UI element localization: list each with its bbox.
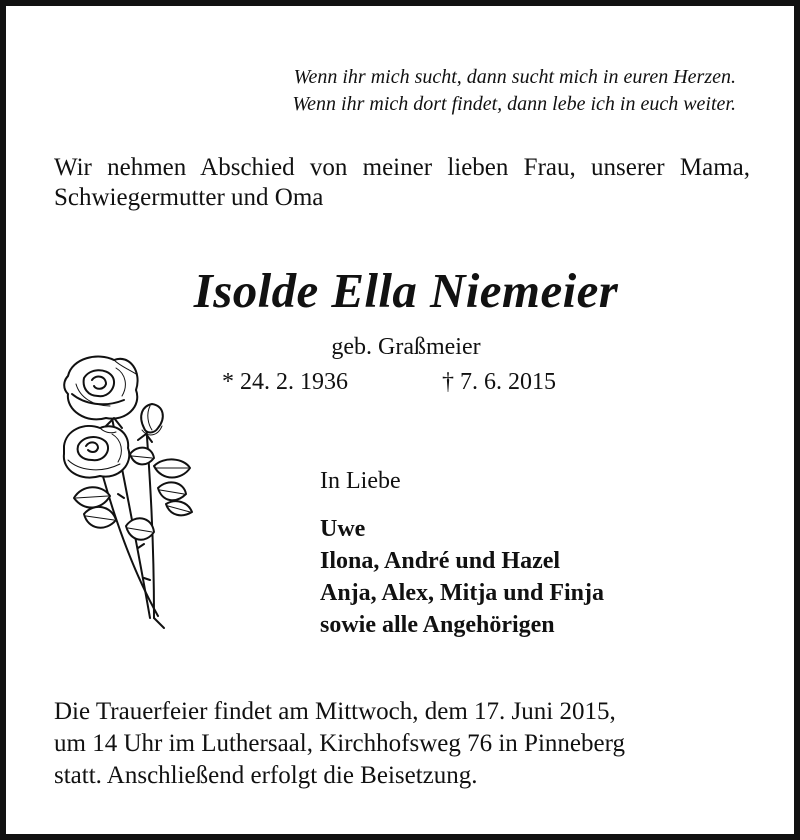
service-line: um 14 Uhr im Luthersaal, Kirchhofsweg 76 in Pinneberg <box>54 730 625 757</box>
funeral-service-info <box>54 696 625 792</box>
memorial-poem <box>292 64 736 118</box>
rose-icon <box>54 348 204 633</box>
mourners-list <box>320 513 604 641</box>
deceased-name: Isolde Ella Niemeier <box>193 263 619 318</box>
mourner-line: sowie alle Angehörigen <box>320 612 555 638</box>
birth-date: * 24. 2. 1936 <box>222 369 348 395</box>
poem-line: Wenn ihr mich sucht, dann sucht mich in euren Herzen. <box>293 66 736 88</box>
mourner-line: Uwe <box>320 516 366 542</box>
poem-line: Wenn ihr mich dort findet, dann lebe ich in euch weiter. <box>292 93 736 115</box>
birth-name: geb. Graßmeier <box>331 334 481 360</box>
service-line: statt. Anschließend erfolgt die Beisetzung. <box>54 762 478 789</box>
mourner-line: Ilona, André und Hazel <box>320 548 561 574</box>
mourner-line: Anja, Alex, Mitja und Finja <box>320 580 605 606</box>
in-love-label: In Liebe <box>320 468 401 494</box>
service-line: Die Trauerfeier findet am Mittwoch, dem 17. Juni 2015, <box>54 698 616 725</box>
death-date: † 7. 6. 2015 <box>442 369 556 395</box>
farewell-text: Wir nehmen Abschied von meiner lieben Frau, unserer Mama, Schwiegermutter und Oma <box>54 154 750 211</box>
